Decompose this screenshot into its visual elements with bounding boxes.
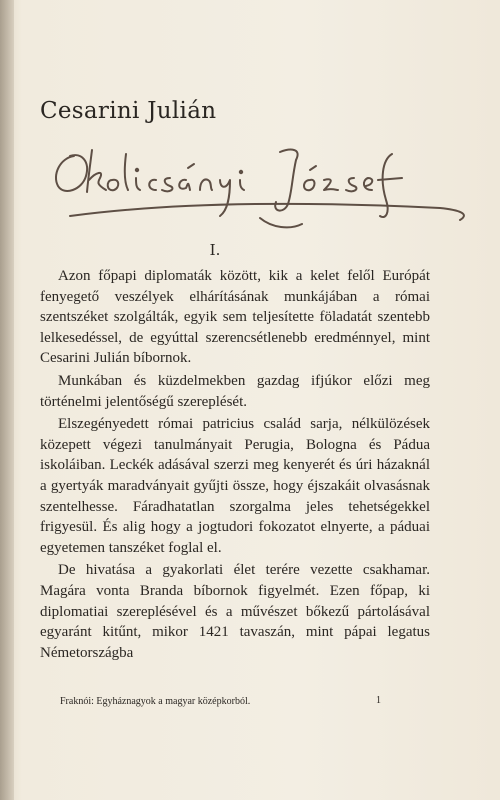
paragraph: Elszegényedett római patricius család sarja, nélkülözések közepett végezi tanulmányait Perugia, Bologna és Pádua iskoláiban. Leckék adásával szerzi meg kenyerét és úri házaknál a gyertyák maradványait gyűjti össze, hogy éjszakáit olvasásnak szentelhesse. Fáradhatatlan szorgalma jeles tehetségekkel frigyesül. És alig hogy a jogtudori fokozatot elnyerte, a páduai egyetemen tanszéket foglal el. — [40, 416, 430, 556]
footer-signature-note: Fraknói: Egyháznagyok a magyar középkorból. — [60, 696, 251, 707]
section-number: I. — [209, 241, 221, 259]
signature-sheet-number: 1 — [376, 695, 381, 706]
handwritten-signature — [40, 120, 480, 240]
page-gutter — [0, 0, 14, 800]
paragraph: De hivatása a gyakorlati élet terére vezette csakhamar. Magára vonta Branda bíbornok figyelmét. Ezen főpap, ki diplomatiai szereplésével és a művészet bőkezű pártolásával egyaránt kitűnt, mikor 1421 tavaszán, mint pápai legatus Németországba — [40, 562, 430, 661]
paragraph: Azon főpapi diplomaták között, kik a kelet felől Európát fenyegető veszélyek elhárításának munkájában a római szentszéket szolgálták, egyik sem teljesítette föladatát szentebb lelkesedéssel, de egyúttal szerencsétlenebb eredménnyel, mint Cesarini Julián bíbornok. — [40, 268, 430, 367]
body-text — [40, 266, 430, 665]
paragraph: Munkában és küzdelmekben gazdag ifjúkor előzi meg történelmi jelentőségű szereplését. — [40, 372, 430, 410]
chapter-title: Cesarini Julián — [40, 98, 217, 124]
